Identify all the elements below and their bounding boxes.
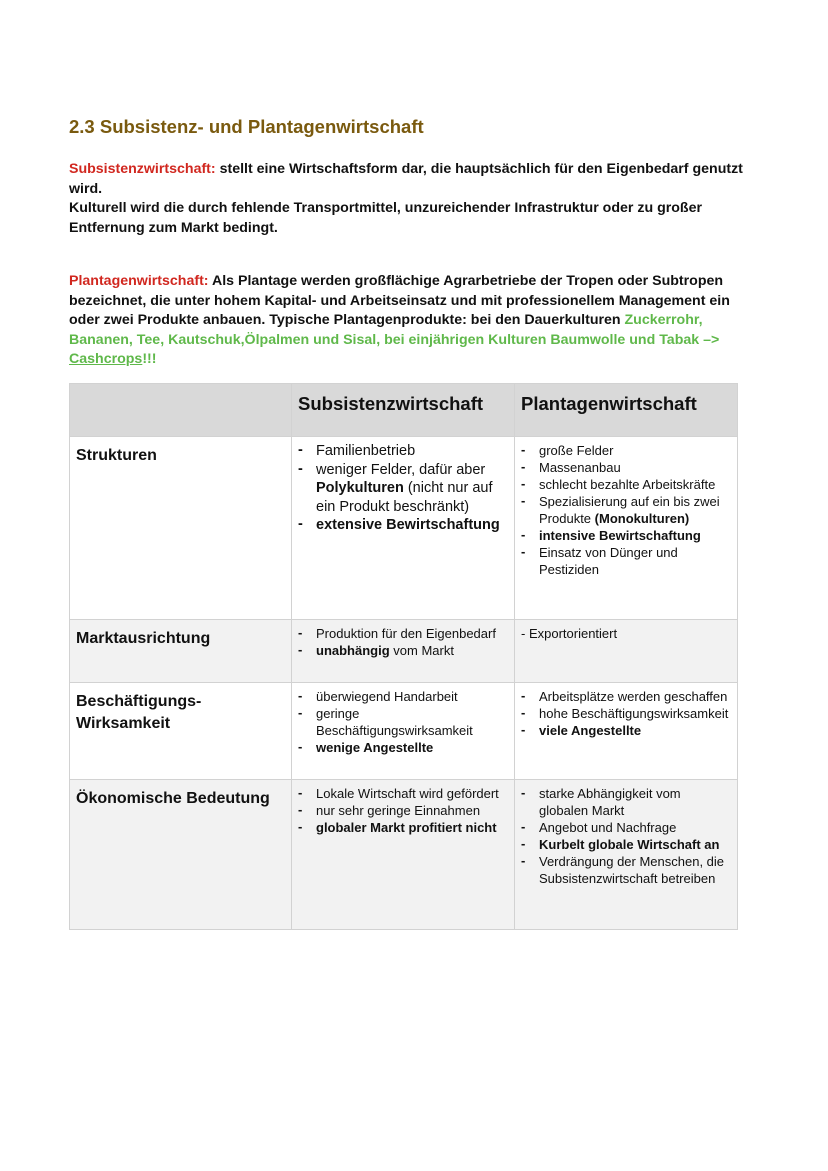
list-item: - Produktion für den Eigenbedarf — [298, 625, 496, 641]
besch-subsistence-list — [296, 688, 510, 756]
comparison-table — [69, 383, 738, 930]
cashcrops-link: Cashcrops — [69, 351, 143, 367]
plantation-products: Zuckerrohr, Bananen, Tee, Kautschuk,Ölpalmen und Sisal, bei einjährigen Kulturen Baumwolle und Tabak –> — [69, 312, 720, 348]
table-row-marktausrichtung — [70, 620, 738, 683]
strukturen-plantation-list — [519, 442, 733, 578]
list-item: - Spezialisierung auf ein bis zwei Produkte (Monokulturen) — [521, 493, 720, 526]
list-item: - Einsatz von Dünger und Pestiziden — [521, 544, 678, 577]
list-item: - geringe Beschäftigungswirksamkeit — [298, 705, 473, 738]
subsistence-term: Subsistenzwirtschaft: — [69, 161, 216, 177]
list-item: - Kurbelt globale Wirtschaft an — [521, 836, 720, 852]
list-item: - große Felder — [521, 442, 614, 458]
list-item: - Verdrängung der Menschen, die Subsistenzwirtschaft betreiben — [521, 853, 725, 886]
besch-plantation-list — [519, 688, 733, 739]
list-item: - unabhängig vom Markt — [298, 642, 454, 658]
strukturen-plantation-cell — [515, 437, 738, 620]
plantation-paragraph — [69, 272, 759, 370]
table-row-strukturen — [70, 437, 738, 620]
list-item: - wenige Angestellte — [298, 739, 434, 755]
plantation-text: Als Plantage werden großflächige Agrarbetriebe der Tropen oder Subtropen bezeichnet, die unter hohem Kapital- und Arbeitseinsatz und mit professionellem Management ein oder zwei Produkte anbauen. Typische Plantagenprodukte: bei den Dauerkulturen — [69, 273, 730, 328]
subsistence-cultural-note: Kulturell wird die durch fehlende Transportmittel, unzureichender Infrastruktur oder zu großer Entfernung zum Markt bedingt. — [69, 200, 702, 236]
header-subsistence: Subsistenzwirtschaft — [292, 384, 515, 437]
list-item: - schlecht bezahlte Arbeitskräfte — [521, 476, 716, 492]
list-item: - globaler Markt profitiert nicht — [298, 819, 497, 835]
row-label-oekonomie: Ökonomische Bedeutung — [70, 780, 292, 930]
list-item: - extensive Bewirtschaftung — [298, 516, 500, 533]
strukturen-subsistence-cell — [292, 437, 515, 620]
markt-subsistence-cell — [292, 620, 515, 683]
row-label-marktausrichtung: Marktausrichtung — [70, 620, 292, 683]
subsistence-paragraph — [69, 160, 759, 238]
list-item: - Arbeitsplätze werden geschaffen — [521, 688, 728, 704]
markt-plantation-cell — [515, 620, 738, 683]
besch-subsistence-cell — [292, 683, 515, 780]
oekon-subsistence-list — [296, 785, 510, 836]
markt-subsistence-list — [296, 625, 510, 659]
list-item: - überwiegend Handarbeit — [298, 688, 458, 704]
oekon-plantation-list — [519, 785, 733, 887]
subsistence-definition: stellt eine Wirtschaftsform dar, die hauptsächlich für den Eigenbedarf genutzt wird. — [69, 161, 743, 197]
export-oriented-text: - Exportorientiert — [521, 626, 618, 641]
list-item: - Familienbetrieb — [298, 442, 416, 459]
list-item: - intensive Bewirtschaftung — [521, 527, 701, 543]
list-item: - Angebot und Nachfrage — [521, 819, 677, 835]
list-item: - hohe Beschäftigungswirksamkeit — [521, 705, 729, 721]
header-plantation: Plantagenwirtschaft — [515, 384, 738, 437]
list-item: - starke Abhängigkeit vom globalen Markt — [521, 785, 681, 818]
besch-plantation-cell — [515, 683, 738, 780]
strukturen-subsistence-list — [296, 442, 510, 535]
list-item: - viele Angestellte — [521, 722, 642, 738]
table-header-row — [70, 384, 738, 437]
table-row-oekonomie — [70, 780, 738, 930]
list-item: - weniger Felder, dafür aber Polykulturen (nicht nur auf ein Produkt beschränkt) — [298, 460, 493, 515]
row-label-beschaeftigung: Beschäftigungs- Wirksamkeit — [70, 683, 292, 780]
section-heading: 2.3 Subsistenz- und Plantagenwirtschaft — [69, 116, 424, 137]
list-item: - Lokale Wirtschaft wird gefördert — [298, 785, 499, 801]
list-item: - nur sehr geringe Einnahmen — [298, 802, 481, 818]
list-item: - Massenanbau — [521, 459, 621, 475]
header-empty — [70, 384, 292, 437]
row-label-strukturen: Strukturen — [70, 437, 292, 620]
oekon-subsistence-cell — [292, 780, 515, 930]
plantation-term: Plantagenwirtschaft: — [69, 273, 209, 289]
exclamation: !!! — [142, 351, 157, 367]
table-row-beschaeftigung — [70, 683, 738, 780]
oekon-plantation-cell — [515, 780, 738, 930]
